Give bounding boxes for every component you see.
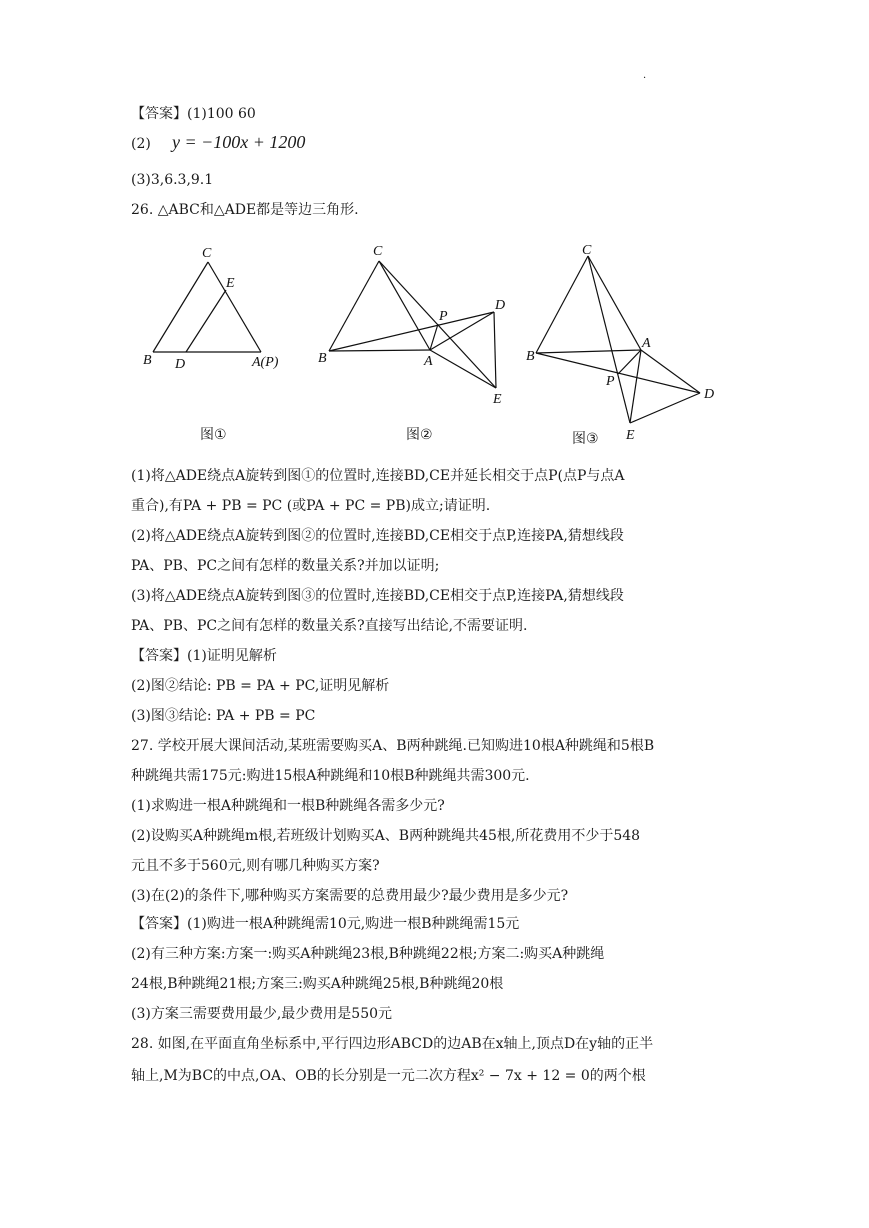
fig1-label-e: E bbox=[226, 276, 235, 291]
question-27-line2: 种跳绳共需175元:购进15根A种跳绳和10根B种跳绳共需300元. bbox=[131, 768, 530, 784]
q26-part3-line2: PA、PB、PC之间有怎样的数量关系?直接写出结论,不需要证明. bbox=[131, 618, 528, 634]
fig2-label-e: E bbox=[493, 392, 502, 407]
fig2-label-b: B bbox=[318, 351, 327, 366]
q26-part2-line2: PA、PB、PC之间有怎样的数量关系?并加以证明; bbox=[131, 558, 440, 574]
answer-25-3: (3)3,6.3,9.1 bbox=[131, 172, 214, 188]
answer-26-1: 【答案】(1)证明见解析 bbox=[131, 648, 277, 664]
answer-25-1: 【答案】(1)100 60 bbox=[131, 106, 256, 122]
answer-27-3: (3)方案三需要费用最少,最少费用是550元 bbox=[131, 1006, 393, 1022]
figure-1 bbox=[138, 240, 298, 375]
answer-26-2: (2)图②结论: PB = PA + PC,证明见解析 bbox=[131, 678, 390, 694]
figure-2-caption: 图② bbox=[406, 427, 433, 443]
fig1-label-b: B bbox=[143, 353, 152, 368]
fig3-side-ed bbox=[630, 393, 700, 423]
fig3-side-ca bbox=[588, 256, 641, 350]
q26-part3-line1: (3)将△ADE绕点A旋转到图③的位置时,连接BD,CE相交于点P,连接PA,猜想线段 bbox=[131, 588, 624, 604]
fig3-label-d: D bbox=[704, 387, 715, 402]
fig3-label-b: B bbox=[526, 349, 535, 364]
fig3-side-ad bbox=[641, 350, 700, 393]
fig3-side-cb bbox=[536, 256, 588, 353]
figure-2 bbox=[312, 238, 522, 408]
fig1-segment-de bbox=[186, 290, 226, 352]
fig3-side-ba bbox=[536, 350, 641, 353]
fig1-label-d: D bbox=[175, 357, 186, 372]
question-28-line1: 28. 如图,在平面直角坐标系中,平行四边形ABCD的边AB在x轴上,顶点D在y轴的正半 bbox=[131, 1036, 654, 1052]
fig1-side-cb bbox=[153, 262, 208, 352]
corner-mark: · bbox=[643, 73, 647, 84]
fig2-side-ae bbox=[430, 350, 496, 388]
answer-27-2-line1: (2)有三种方案:方案一:购买A种跳绳23根,B种跳绳22根;方案二:购买A种跳绳 bbox=[131, 946, 605, 962]
fig1-label-c: C bbox=[202, 246, 212, 261]
question-27-line1: 27. 学校开展大课间活动,某班需要购买A、B两种跳绳.已知购进10根A种跳绳和5根B bbox=[131, 738, 655, 754]
fig3-side-ae bbox=[630, 350, 641, 423]
fig3-segment-ce bbox=[588, 256, 630, 423]
fig2-label-c: C bbox=[373, 244, 383, 259]
fig1-label-ap: A(P) bbox=[252, 355, 279, 370]
answer-25-2-label: (2) bbox=[131, 136, 151, 152]
question-28-line2: 轴上,M为BC的中点,OA、OB的长分别是一元二次方程x² − 7x + 12 = 0的两个根 bbox=[131, 1068, 646, 1084]
fig2-label-a: A bbox=[424, 354, 433, 369]
fig2-label-d: D bbox=[495, 298, 506, 313]
q26-part1-line1: (1)将△ADE绕点A旋转到图①的位置时,连接BD,CE并延长相交于点P(点P与点A bbox=[131, 468, 625, 484]
answer-27-2-line2: 24根,B种跳绳21根;方案三:购买A种跳绳25根,B种跳绳20根 bbox=[131, 976, 504, 992]
question-26-title: 26. △ABC和△ADE都是等边三角形. bbox=[131, 202, 359, 218]
fig2-side-cb bbox=[329, 261, 379, 351]
fig2-side-ca bbox=[379, 261, 430, 350]
q27-part1: (1)求购进一根A种跳绳和一根B种跳绳各需多少元? bbox=[131, 798, 445, 814]
figure-1-caption: 图① bbox=[200, 427, 227, 443]
q26-part2-line1: (2)将△ADE绕点A旋转到图②的位置时,连接BD,CE相交于点P,连接PA,猜想线段 bbox=[131, 528, 624, 544]
q26-part1-line2: 重合),有PA + PB = PC (或PA + PC = PB)成立;请证明. bbox=[131, 498, 491, 514]
fig2-side-de bbox=[494, 312, 496, 388]
q27-part2-line2: 元且不多于560元,则有哪几种购买方案? bbox=[131, 858, 380, 874]
fig3-label-e: E bbox=[626, 428, 635, 443]
fig3-label-a: A bbox=[642, 336, 651, 351]
q27-part2-line1: (2)设购买A种跳绳m根,若班级计划购买A、B两种跳绳共45根,所花费用不少于548 bbox=[131, 828, 641, 844]
q27-part3: (3)在(2)的条件下,哪种购买方案需要的总费用最少?最少费用是多少元? bbox=[131, 888, 569, 904]
figure-3-caption: 图③ bbox=[572, 431, 599, 447]
fig3-label-c: C bbox=[582, 243, 592, 258]
fig3-label-p: P bbox=[606, 374, 615, 389]
fig2-label-p: P bbox=[439, 309, 448, 324]
answer-26-3: (3)图③结论: PA + PB = PC bbox=[131, 708, 316, 724]
answer-27-1: 【答案】(1)购进一根A种跳绳需10元,购进一根B种跳绳需15元 bbox=[131, 916, 520, 932]
answer-25-2-formula: y = −100x + 1200 bbox=[172, 132, 306, 152]
fig2-side-ba bbox=[329, 350, 430, 351]
